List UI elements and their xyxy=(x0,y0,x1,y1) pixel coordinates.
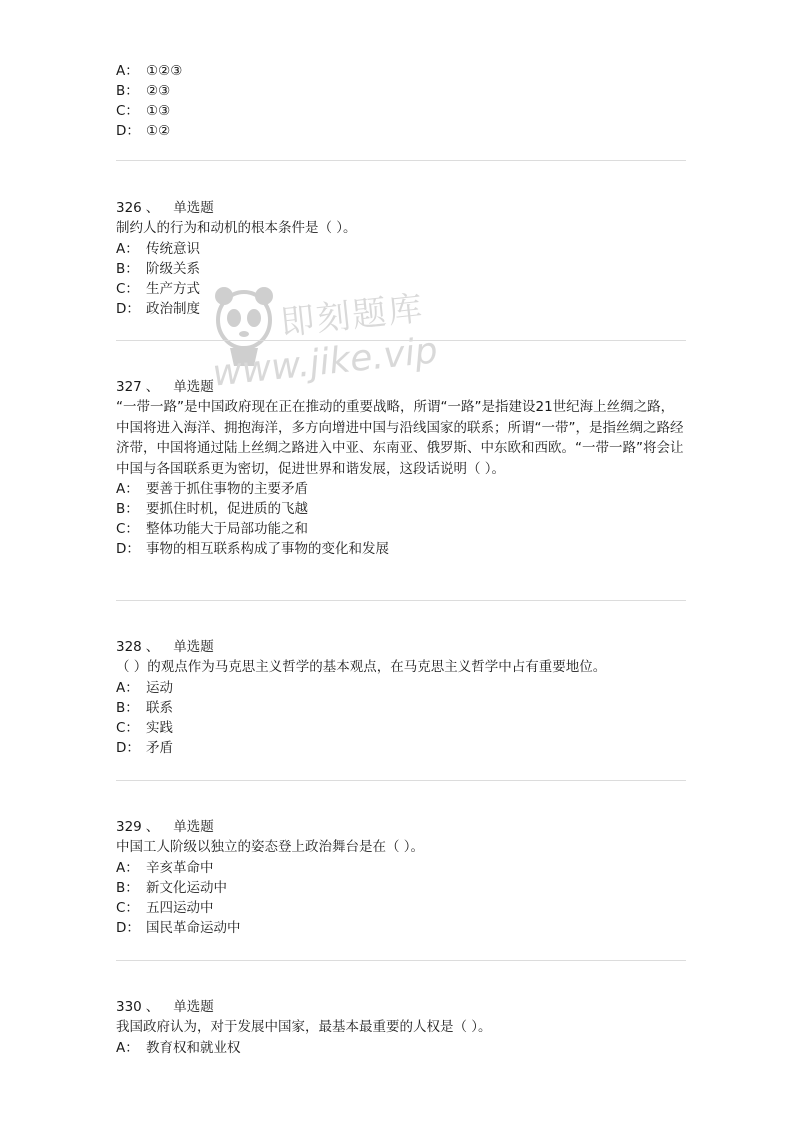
option-d xyxy=(116,918,686,938)
option-c xyxy=(116,519,686,539)
question-header xyxy=(116,637,686,657)
question-header xyxy=(116,817,686,837)
option-text: 矛盾 xyxy=(146,739,173,756)
option-text: ①②③ xyxy=(146,63,183,79)
divider xyxy=(116,160,686,161)
question-header xyxy=(116,377,686,397)
option-text: 要善于抓住事物的主要矛盾 xyxy=(146,481,308,497)
option-d xyxy=(116,121,686,141)
watermark-url: www.jike.vip xyxy=(210,330,440,395)
option-a xyxy=(116,858,686,878)
option-c xyxy=(116,898,686,918)
option-text: 国民革命运动中 xyxy=(146,919,241,936)
option-text: 新文化运动中 xyxy=(146,879,227,896)
option-letter: D： xyxy=(116,123,140,139)
option-text: 要抓住时机，促进质的飞越 xyxy=(146,501,308,517)
question-type: 单选题 xyxy=(173,999,214,1015)
option-c xyxy=(116,718,686,738)
option-text: 传统意识 xyxy=(146,240,200,257)
option-letter: B： xyxy=(116,879,139,896)
option-text: ②③ xyxy=(146,83,171,99)
watermark-brand: 即刻题库 xyxy=(278,288,427,344)
option-b xyxy=(116,499,686,519)
divider xyxy=(116,780,686,781)
option-text: 事物的相互联系构成了事物的变化和发展 xyxy=(146,541,389,557)
option-b xyxy=(116,81,686,101)
question-329 xyxy=(116,817,686,938)
option-text: 生产方式 xyxy=(146,280,200,297)
question-number: 326 xyxy=(116,200,142,216)
divider xyxy=(116,960,686,961)
option-text: 政治制度 xyxy=(146,300,200,317)
option-letter: C： xyxy=(116,280,139,297)
option-letter: C： xyxy=(116,719,139,736)
question-header xyxy=(116,198,686,218)
question-number: 330 xyxy=(116,999,142,1015)
option-letter: D： xyxy=(116,541,140,557)
option-letter: A： xyxy=(116,63,139,79)
question-separator: 、 xyxy=(145,200,160,216)
question-328 xyxy=(116,637,686,758)
question-number: 328 xyxy=(116,639,142,655)
option-d xyxy=(116,738,686,758)
option-a xyxy=(116,678,686,698)
divider xyxy=(116,600,686,601)
option-letter: D： xyxy=(116,300,140,317)
option-d xyxy=(116,299,686,319)
question-type: 单选题 xyxy=(173,639,214,655)
question-327 xyxy=(116,377,686,559)
option-text: 教育权和就业权 xyxy=(146,1039,241,1056)
option-text: 整体功能大于局部功能之和 xyxy=(146,521,308,537)
option-letter: A： xyxy=(116,859,139,876)
question-separator: 、 xyxy=(145,639,160,655)
option-d xyxy=(116,539,686,559)
option-letter: C： xyxy=(116,521,139,537)
option-letter: B： xyxy=(116,83,139,99)
question-type: 单选题 xyxy=(173,819,214,835)
option-c xyxy=(116,101,686,121)
question-separator: 、 xyxy=(145,999,160,1015)
option-letter: D： xyxy=(116,919,140,936)
option-letter: B： xyxy=(116,699,139,716)
option-letter: C： xyxy=(116,899,139,916)
option-a xyxy=(116,1038,686,1058)
question-type: 单选题 xyxy=(173,200,214,216)
option-letter: A： xyxy=(116,240,139,257)
option-a xyxy=(116,239,686,259)
question-stem: 中国工人阶级以独立的姿态登上政治舞台是在（ ）。 xyxy=(116,839,425,855)
question-number: 329 xyxy=(116,819,142,835)
divider xyxy=(116,340,686,341)
question-stem: （ ）的观点作为马克思主义哲学的基本观点，在马克思主义哲学中占有重要地位。 xyxy=(116,659,607,675)
question-stem: 我国政府认为，对于发展中国家，最基本最重要的人权是（ ）。 xyxy=(116,1019,492,1035)
option-b xyxy=(116,698,686,718)
option-text: 实践 xyxy=(146,719,173,736)
option-b xyxy=(116,259,686,279)
question-separator: 、 xyxy=(145,819,160,835)
option-a xyxy=(116,61,686,81)
option-letter: A： xyxy=(116,481,139,497)
option-c xyxy=(116,279,686,299)
option-text: ①② xyxy=(146,123,171,139)
option-text: 辛亥革命中 xyxy=(146,859,214,876)
question-type: 单选题 xyxy=(173,379,214,395)
option-letter: C： xyxy=(116,103,139,119)
question-stem: 制约人的行为和动机的根本条件是（ ）。 xyxy=(116,220,357,236)
option-letter: A： xyxy=(116,679,139,696)
question-header xyxy=(116,997,686,1017)
option-text: 运动 xyxy=(146,679,173,696)
option-letter: B： xyxy=(116,501,139,517)
option-letter: A： xyxy=(116,1039,139,1056)
question-326 xyxy=(116,198,686,319)
option-letter: D： xyxy=(116,739,140,756)
option-text: 联系 xyxy=(146,699,173,716)
question-separator: 、 xyxy=(145,379,160,395)
option-text: ①③ xyxy=(146,103,171,119)
question-330 xyxy=(116,997,686,1058)
question-number: 327 xyxy=(116,379,142,395)
option-a xyxy=(116,479,686,499)
option-text: 阶级关系 xyxy=(146,260,200,277)
option-b xyxy=(116,878,686,898)
option-letter: B： xyxy=(116,260,139,277)
question-stem: “一带一路”是中国政府现在正在推动的重要战略，所谓“一路”是指建设21世纪海上丝绸之路，中国将进入海洋、拥抱海洋，多方向增进中国与沿线国家的联系；所谓“一带”，是指丝绸之路经济带，中国将通过陆上丝绸之路进入中亚、东南亚、俄罗斯、中东欧和西欧。“一带一路”将会让中国与各国联系更为密切，促进世界和谐发展，这段话说明（ ）。 xyxy=(116,399,684,477)
prev-question-options xyxy=(116,61,686,141)
option-text: 五四运动中 xyxy=(146,899,214,916)
